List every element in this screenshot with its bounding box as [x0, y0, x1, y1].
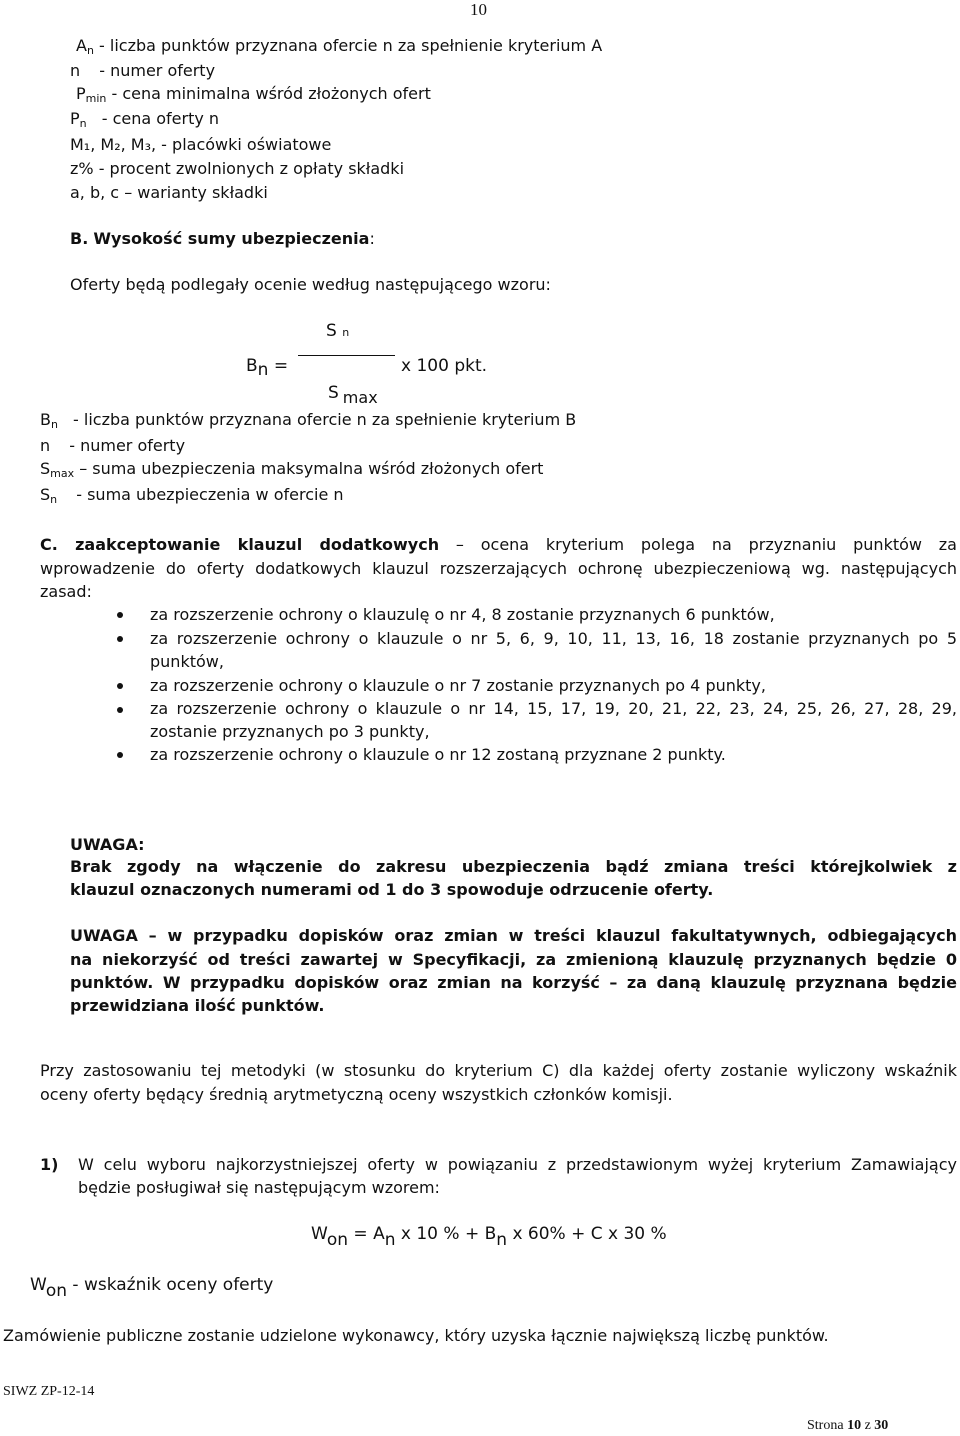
legend-an: $A_n$ - liczba punktów przyznana ofercie n za spełnienie kryterium A: [76, 36, 603, 57]
won-definition: Won - wskaźnik oceny oferty: [30, 1275, 274, 1301]
point-line2: będzie posługiwał się następującym wzorem:: [78, 1178, 440, 1197]
legend-z: z% - procent zwolnionych z opłaty składki: [70, 159, 405, 178]
legend-abc: a, b, c – warianty składki: [70, 183, 268, 202]
formula-denominator: S max: [328, 383, 378, 407]
legend-b-n: n - numer oferty: [40, 436, 186, 455]
section-b-heading: B. Wysokość sumy ubezpieczenia:: [70, 229, 375, 248]
list-item: za rozszerzenie ochrony o klauzule o nr 7 zostanie przyznanych po 4 punkty,: [150, 676, 766, 695]
footer-doc-id: SIWZ ZP-12-14: [3, 1384, 95, 1399]
footer-page-counter: Strona 10 z 30: [807, 1418, 889, 1433]
point-line1: W celu wyboru najkorzystniejszej oferty w powiązaniu z przedstawionym wyżej kryterium Zamawiający: [78, 1155, 957, 1174]
formula-rhs: x 100 pkt.: [401, 356, 488, 376]
legend-pn: $P_n$ - cena oferty n: [70, 109, 220, 130]
list-item: za rozszerzenie ochrony o klauzule o nr 14, 15, 17, 19, 20, 21, 22, 23, 24, 25, 26, 27, 28, 29,: [150, 699, 957, 718]
list-item: za rozszerzenie ochrony o klauzule o nr 12 zostaną przyznane 2 punkty.: [150, 745, 726, 764]
bullet-4: [117, 707, 123, 713]
warning2-line2: na niekorzyść od treści zawartej w Specyfikacji, za zmienioną klauzulę przyznanych będzie 0: [70, 950, 957, 969]
list-item-cont: zostanie przyznanych po 3 punkty,: [150, 722, 430, 741]
section-c-line2: wprowadzenie do oferty dodatkowych klauzul rozszerzających ochronę ubezpieczeniową wg. następujących: [40, 559, 957, 578]
bullet-5: [117, 752, 123, 758]
list-item: za rozszerzenie ochrony o klauzule o nr 5, 6, 9, 10, 11, 13, 16, 18 zostanie przyznanych po 5: [150, 629, 957, 648]
warning2-line4: przewidziana ilość punktów.: [70, 996, 325, 1015]
bullet-3: [117, 683, 123, 689]
section-c-line3: zasad:: [40, 582, 92, 601]
legend-bn: $B_n$ - liczba punktów przyznana ofercie n za spełnienie kryterium B: [40, 410, 577, 431]
final-formula: Won = An x 10 % + Bn x 60% + C x 30 %: [311, 1224, 667, 1250]
legend-pmin: $P_{min}$ - cena minimalna wśród złożonych ofert: [76, 84, 431, 105]
method-note-line2: oceny oferty będący średnią arytmetyczną oceny wszystkich członków komisji.: [40, 1085, 673, 1104]
method-note-line1: Przy zastosowaniu tej metodyki (w stosunku do kryterium C) dla każdej oferty zostanie wyliczony wskaźnik: [40, 1061, 957, 1080]
list-item: za rozszerzenie ochrony o klauzulę o nr 4, 8 zostanie przyznanych 6 punktów,: [150, 605, 775, 624]
page-number-top: 10: [470, 0, 487, 19]
formula-lhs: Bn =: [246, 356, 289, 380]
warning-title: UWAGA:: [70, 835, 145, 854]
legend-m: M₁, M₂, M₃, - placówki oświatowe: [70, 135, 332, 154]
legend-n: n - numer oferty: [70, 61, 216, 80]
formula-fraction-line: [298, 355, 395, 356]
formula-numerator: S n: [326, 321, 350, 341]
warning2-line3: punktów. W przypadku dopisków oraz zmian na korzyść – za daną klauzulę przyznana będzie: [70, 973, 957, 992]
section-b-intro: Oferty będą podlegały ocenie według następującego wzoru:: [70, 275, 551, 294]
section-c-line1: C. zaakceptowanie klauzul dodatkowych – ocena kryterium polega na przyznaniu punktów za: [40, 535, 957, 554]
list-item-cont: punktów,: [150, 652, 224, 671]
bullet-2: [117, 636, 123, 642]
award-statement: Zamówienie publiczne zostanie udzielone wykonawcy, który uzyska łącznie największą liczbę punktów.: [3, 1326, 829, 1345]
warning-line1: Brak zgody na włączenie do zakresu ubezpieczenia bądź zmiana treści którejkolwiek z: [70, 857, 957, 876]
legend-smax: $S_{max}$ – suma ubezpieczenia maksymalna wśród złożonych ofert: [40, 459, 544, 480]
legend-sn: $S_n$ - suma ubezpieczenia w ofercie n: [40, 485, 344, 506]
point-number: 1): [40, 1155, 59, 1174]
warning2-line1: UWAGA – w przypadku dopisków oraz zmian w treści klauzul fakultatywnych, odbiegających: [70, 926, 957, 945]
bullet-1: [117, 612, 123, 618]
warning-line2: klauzul oznaczonych numerami od 1 do 3 spowoduje odrzucenie oferty.: [70, 880, 714, 899]
